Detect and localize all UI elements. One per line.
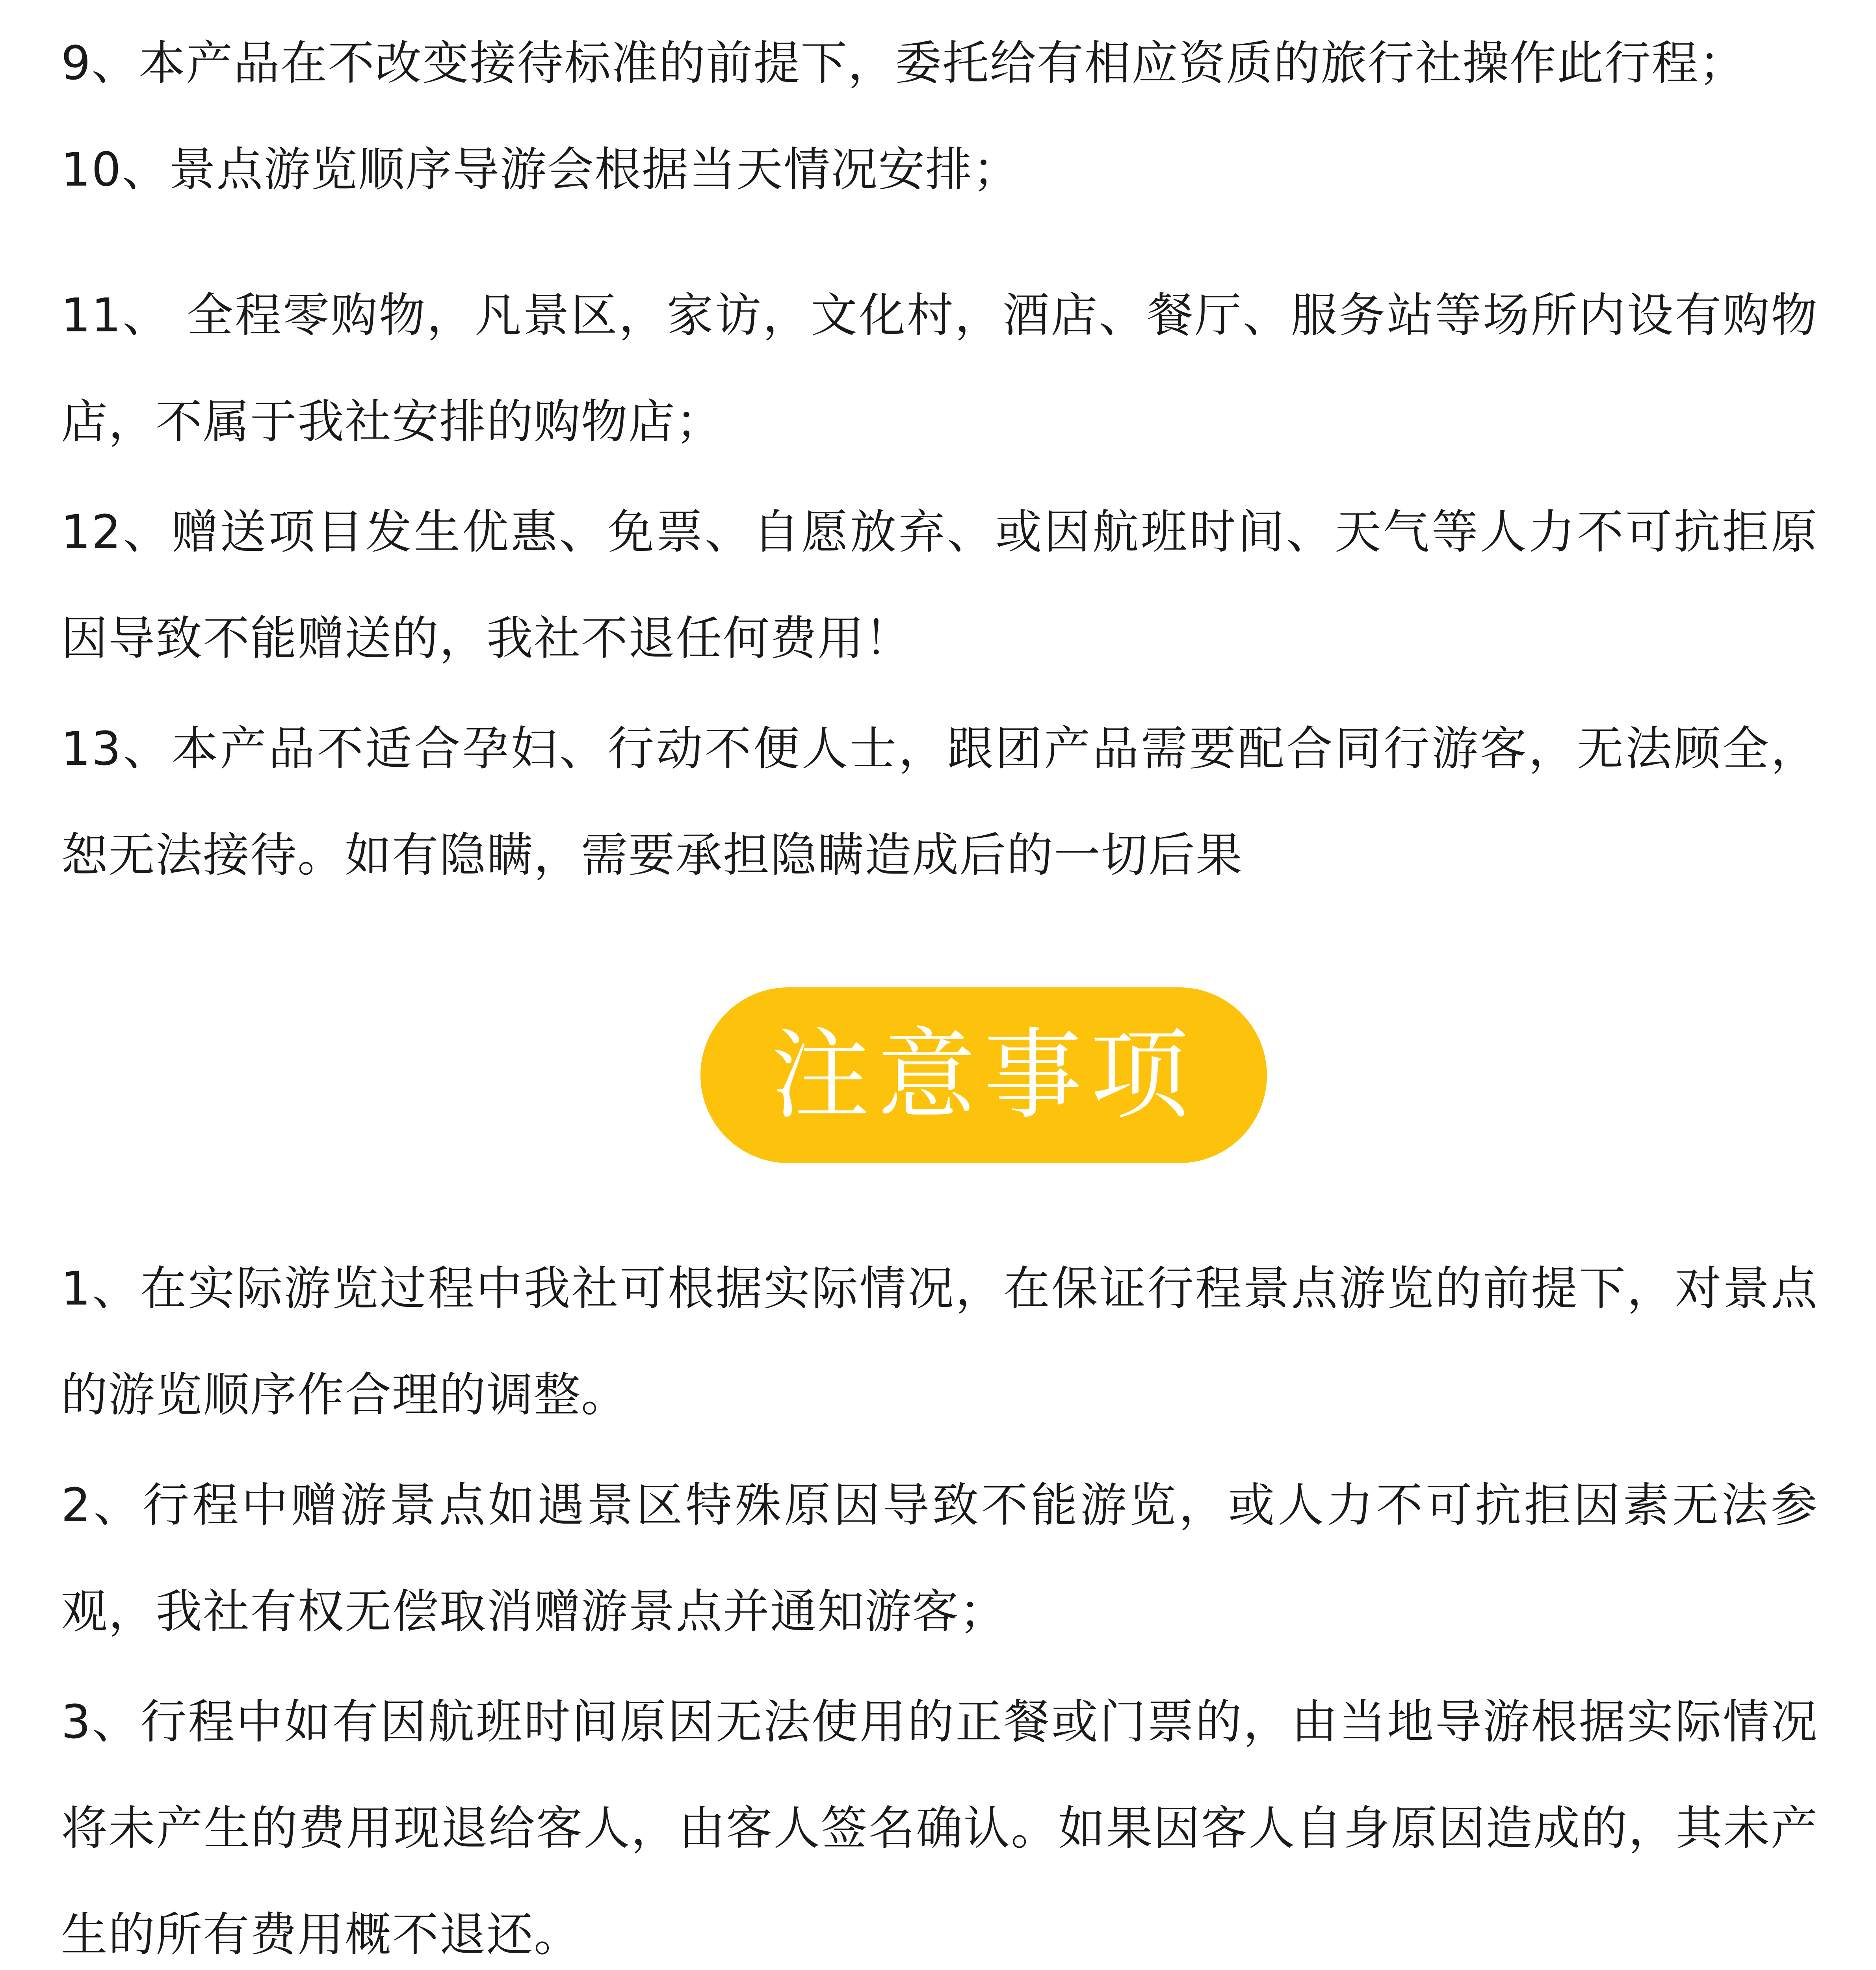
notice-item-2: 2、行程中赠游景点如遇景区特殊原因导致不能游览，或人力不可抗拒因素无法参观，我社有权无偿取消赠游景点并通知游客； xyxy=(61,1478,1818,1639)
section-heading-title: 注意事项 xyxy=(771,1018,1196,1132)
notice-item-3: 3、行程中如有因航班时间原因无法使用的正餐或门票的，由当地导游根据实际情况将未产生的费用现退给客人，由客人签名确认。如果因客人自身原因造成的，其未产生的所有费用概不退还。 xyxy=(61,1695,1818,1962)
section-heading-pill xyxy=(700,987,1267,1163)
terms-item-9: 9、本产品在不改变接待标准的前提下，委托给有相应资质的旅行社操作此行程； xyxy=(61,36,1746,90)
terms-item-10: 10、景点游览顺序导游会根据当天情况安排； xyxy=(61,142,1020,197)
notice-item-1: 1、在实际游览过程中我社可根据实际情况，在保证行程景点游览的前提下，对景点的游览顺序作合理的调整。 xyxy=(61,1261,1818,1422)
terms-item-12: 12、赠送项目发生优惠、免票、自愿放弃、或因航班时间、天气等人力不可抗拒原因导致不能赠送的，我社不退任何费用！ xyxy=(61,505,1818,665)
terms-item-11: 11、 全程零购物，凡景区，家访，文化村，酒店、餐厅、服务站等场所内设有购物店，不属于我社安排的购物店； xyxy=(61,288,1818,449)
terms-item-13: 13、本产品不适合孕妇、行动不便人士，跟团产品需要配合同行游客，无法顾全，恕无法接待。如有隐瞒，需要承担隐瞒造成后的一切后果 xyxy=(61,721,1818,882)
